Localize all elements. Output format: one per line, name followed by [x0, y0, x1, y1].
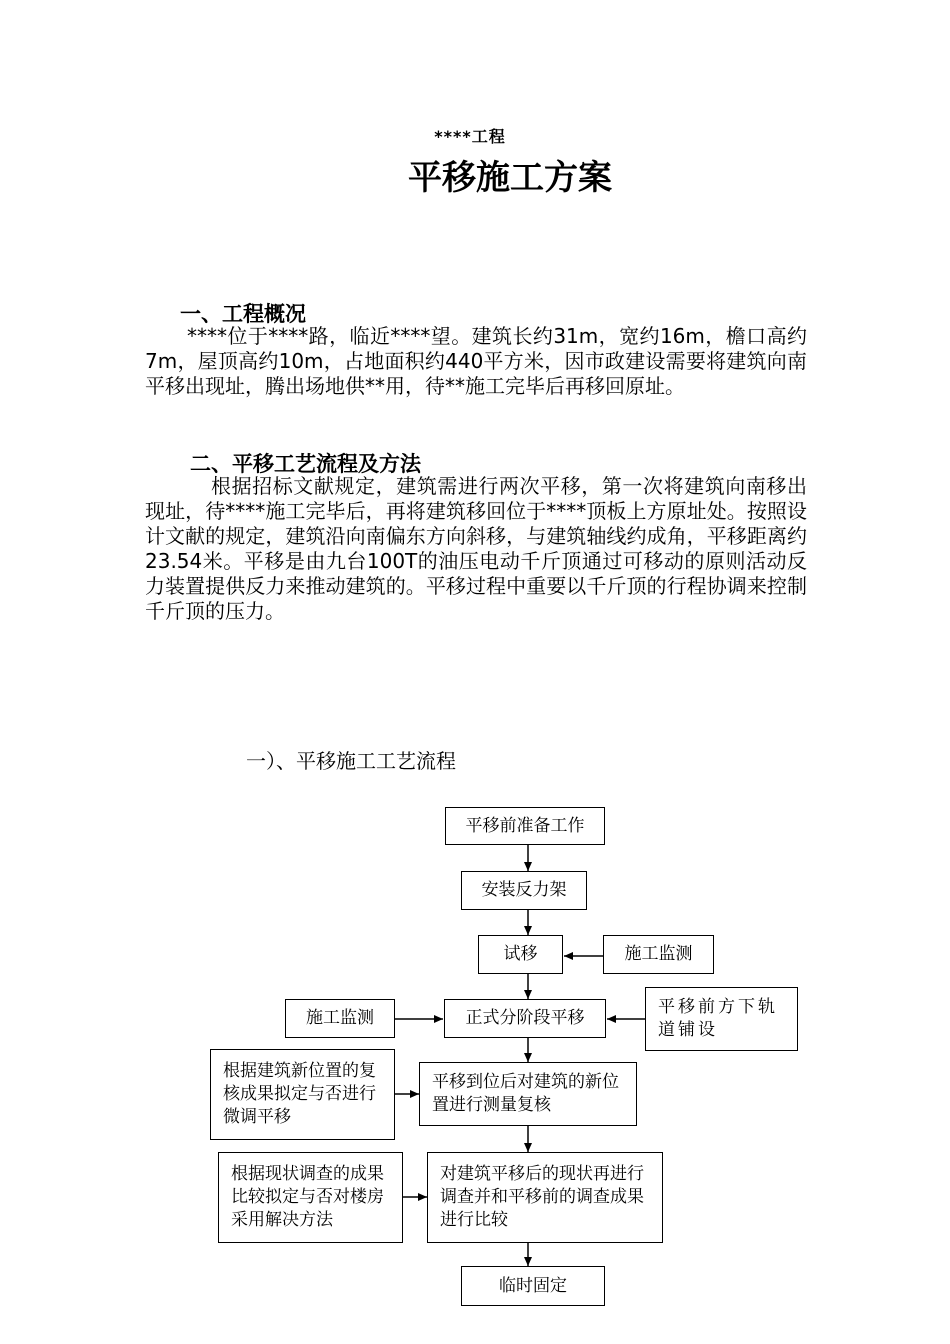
flow-step-trial-move — [478, 935, 563, 974]
flow-step-label: 试移 — [503, 944, 538, 964]
flow-input-construction-monitoring-formal — [285, 999, 395, 1038]
flow-step-label: 对建筑平移后的现状再进行调查并和平移前的调查成果进行比较 — [440, 1164, 644, 1230]
kicker-text: ****工程 — [434, 127, 506, 146]
flow-step-position-survey — [419, 1062, 637, 1126]
flow-input-label: 施工监测 — [624, 944, 693, 964]
process-paragraph: 根据招标文献规定，建筑需进行两次平移，第一次将建筑向南移出现址，待****施工完毕后，再将建筑移回位于****顶板上方原址处。按照设计文献的规定，建筑沿向南偏东方向斜移，与建筑轴线约成角，平移距离约23.54米。平移是由九台100T的油压电动千斤顶通过可移动的原则活动反力装置提供反力来推动建筑的。平移过程中重要以千斤顶的行程协调来控制千斤顶的压力。 — [145, 474, 807, 623]
subsection-heading: 一）、平移施工工艺流程 — [246, 749, 456, 773]
section-heading-process: 二、平移工艺流程及方法 — [190, 452, 421, 476]
flow-step-temporary-fixing — [461, 1266, 605, 1306]
flow-step-preparation — [445, 807, 605, 845]
overview-paragraph: ****位于****路，临近****望。建筑长约31m，宽约16m，檐口高约7m，屋顶高约10m，占地面积约440平方米，因市政建设需要将建筑向南平移出现址，腾出场地供**用，待**施工完毕后再移回原址。 — [145, 324, 807, 398]
flow-input-label: 施工监测 — [306, 1008, 374, 1028]
flow-input-fine-adjustment-decision — [210, 1049, 395, 1140]
flow-step-label: 平移到位后对建筑的新位置进行测量复核 — [432, 1072, 619, 1115]
title-text: 平移施工方案 — [408, 158, 612, 198]
section-heading-overview: 一、工程概况 — [180, 302, 306, 326]
flow-step-condition-comparison — [427, 1152, 663, 1243]
flow-step-install-reaction-frame — [461, 871, 587, 910]
flow-step-label: 安装反力架 — [481, 880, 567, 900]
flow-input-construction-monitoring-trial — [603, 935, 714, 974]
flow-step-formal-staged-move — [444, 999, 606, 1038]
flow-input-label: 根据现状调查的成果比较拟定与否对楼房采用解决方法 — [231, 1164, 384, 1230]
flow-step-label: 平移前准备工作 — [465, 815, 585, 836]
flow-step-label: 正式分阶段平移 — [465, 1008, 585, 1028]
flow-input-label: 平移前方下轨道铺设 — [658, 997, 778, 1040]
flow-step-label: 临时固定 — [499, 1275, 567, 1296]
flow-input-label: 根据建筑新位置的复核成果拟定与否进行微调平移 — [223, 1061, 376, 1127]
flow-input-track-laying — [645, 987, 798, 1051]
flow-input-remedy-decision — [218, 1152, 403, 1243]
